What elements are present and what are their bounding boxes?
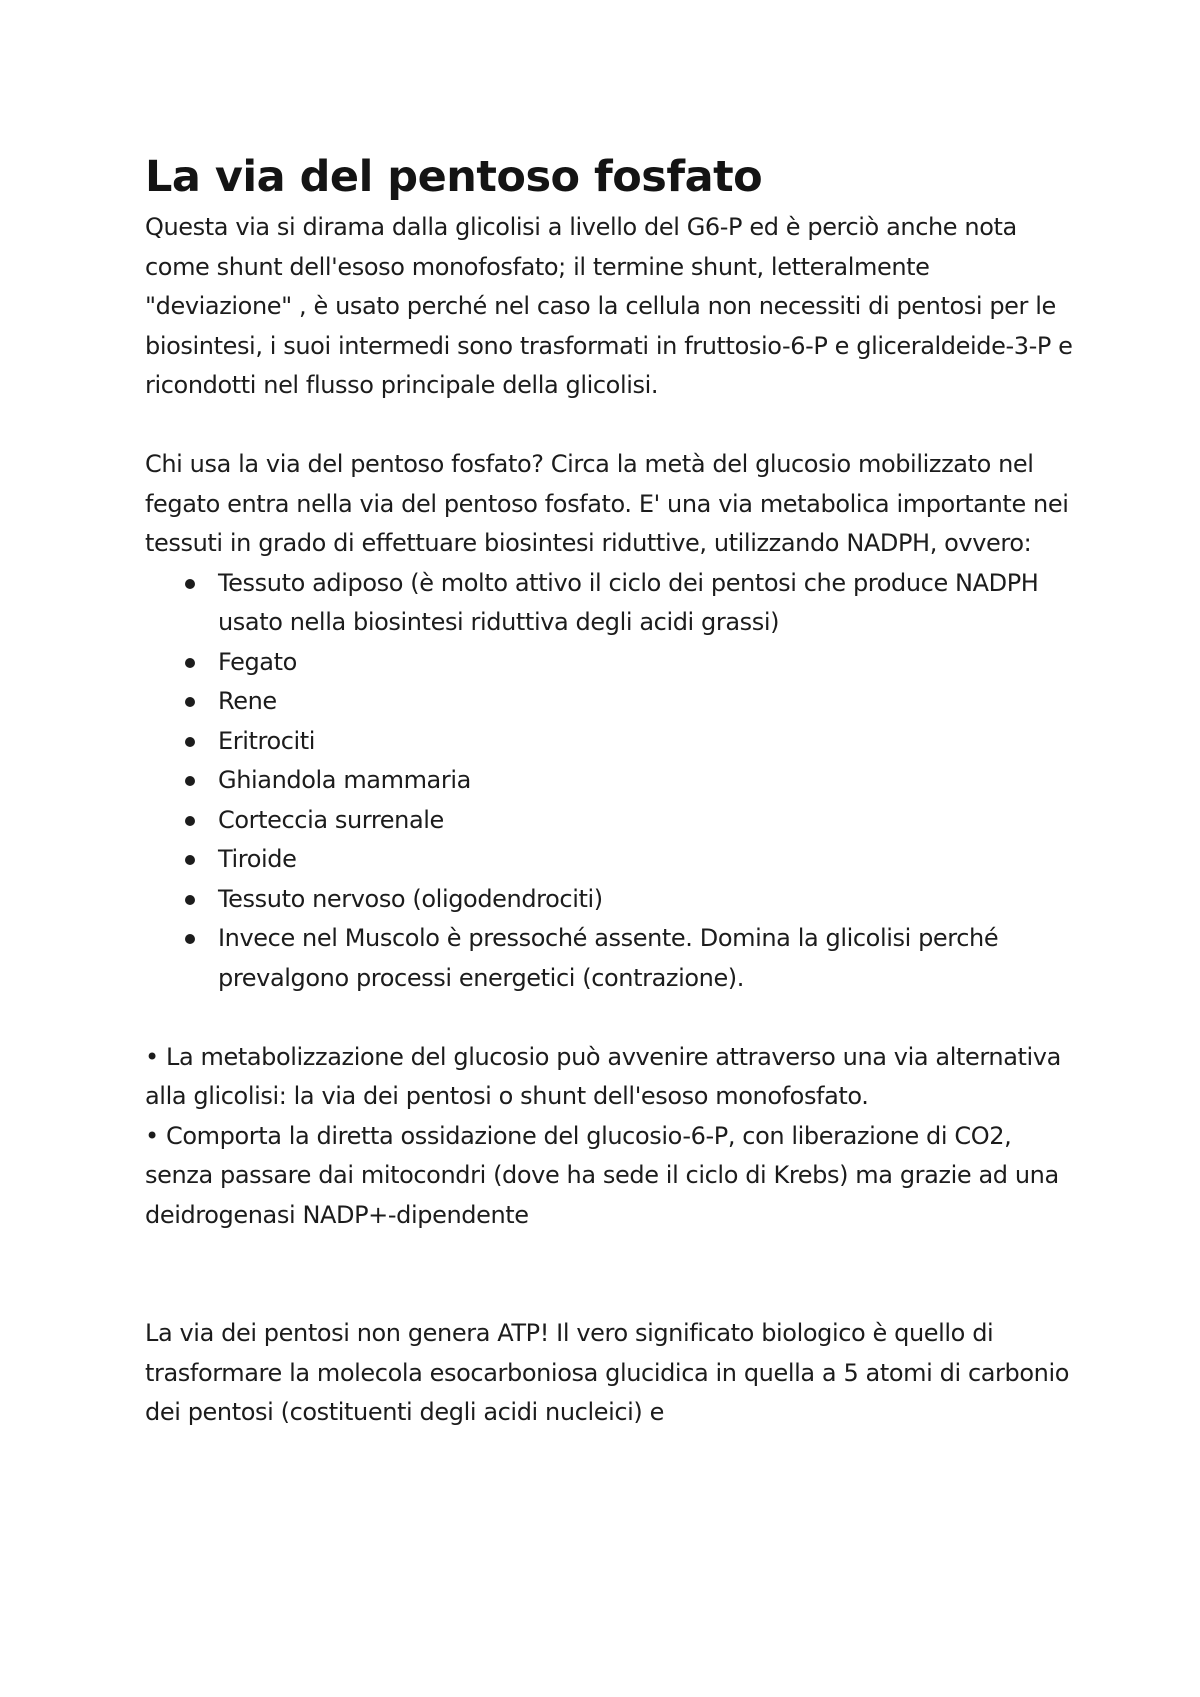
bullet-icon <box>185 855 195 865</box>
paragraph-spacer <box>145 998 1075 1038</box>
bullet-icon <box>185 737 195 747</box>
list-item: Invece nel Muscolo è pressoché assente. Domina la glicolisi perché prevalgono processi energetici (contrazione). <box>218 919 1075 998</box>
list-item: Ghiandola mammaria <box>218 761 1075 801</box>
metabolism-paragraph: • La metabolizzazione del glucosio può avvenire attraverso una via alternativa alla glicolisi: la via dei pentosi o shunt dell'esoso monofosfato. <box>145 1042 1061 1110</box>
bullet-icon <box>185 895 195 905</box>
atp-paragraph: La via dei pentosi non genera ATP! Il vero significato biologico è quello di trasformare la molecola esocarboniosa glucidica in quella a 5 atomi di carbonio dei pentosi (costituenti degli acidi nucleici) e <box>145 1319 1070 1426</box>
paragraph-spacer <box>145 406 1075 446</box>
tissue-list <box>145 564 1075 999</box>
bullet-icon <box>185 816 195 826</box>
document-page <box>145 150 1075 1433</box>
list-item: Corteccia surrenale <box>218 801 1075 841</box>
list-item: Fegato <box>218 643 1075 683</box>
bullet-icon <box>185 776 195 786</box>
bullet-icon <box>185 697 195 707</box>
list-item: Tessuto nervoso (oligodendrociti) <box>218 880 1075 920</box>
bullet-icon <box>185 934 195 944</box>
paragraph-spacer <box>145 1235 1075 1314</box>
page-title: La via del pentoso fosfato <box>145 152 763 202</box>
oxidation-paragraph: • Comporta la diretta ossidazione del glucosio-6-P, con liberazione di CO2, senza passare dai mitocondri (dove ha sede il ciclo di Krebs) ma grazie ad una deidrogenasi NADP+-dipendente <box>145 1121 1059 1229</box>
usage-paragraph: Chi usa la via del pentoso fosfato? Circa la metà del glucosio mobilizzato nel fegato entra nella via del pentoso fosfato. E' una via metabolica importante nei tessuti in grado di effettuare biosintesi riduttive, utilizzando NADPH, ovvero: <box>145 450 1069 557</box>
bullet-icon <box>185 658 195 668</box>
list-item: Tessuto adiposo (è molto attivo il ciclo dei pentosi che produce NADPH usato nella biosintesi riduttiva degli acidi grassi) <box>218 564 1075 643</box>
bullet-icon <box>185 579 195 589</box>
list-item: Eritrociti <box>218 722 1075 762</box>
list-item: Tiroide <box>218 840 1075 880</box>
list-item: Rene <box>218 682 1075 722</box>
intro-paragraph: Questa via si dirama dalla glicolisi a livello del G6-P ed è perciò anche nota come shunt dell'esoso monofosfato; il termine shunt, letteralmente "deviazione" , è usato perché nel caso la cellula non necessiti di pentosi per le biosintesi, i suoi intermedi sono trasformati in fruttosio-6-P e gliceraldeide-3-P e ricondotti nel flusso principale della glicolisi. <box>145 213 1073 399</box>
